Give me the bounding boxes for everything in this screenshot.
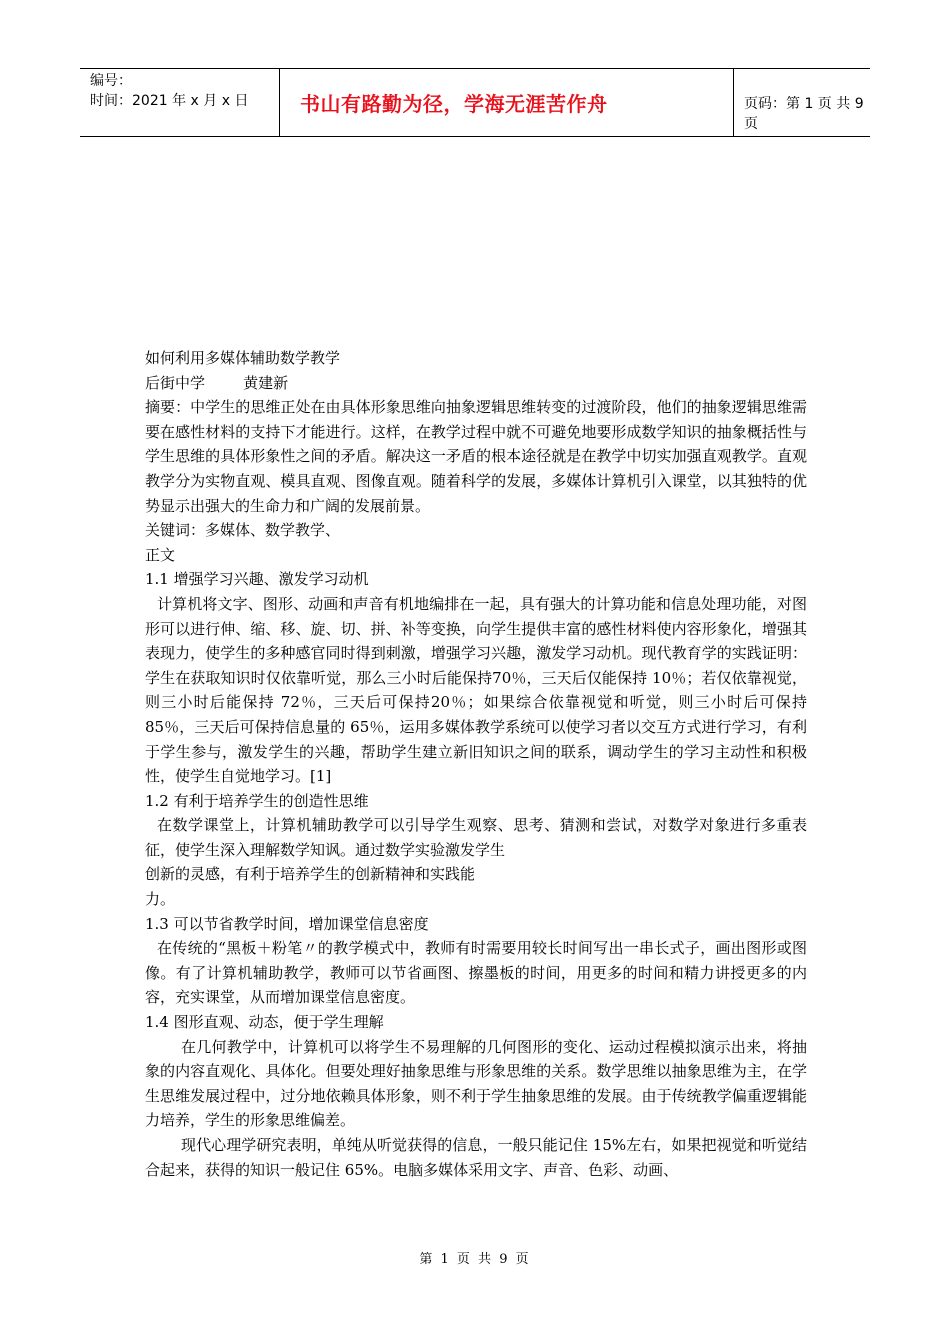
section-paragraph: 现代心理学研究表明，单纯从听觉获得的信息，一般只能记住 15%左右，如果把视觉和听觉结合起来，获得的知识一般记住 65%。电脑多媒体采用文字、声音、色彩、动画、 xyxy=(145,1136,807,1179)
section-heading: 1.1 增强学习兴趣、激发学习动机 xyxy=(145,570,369,589)
document-number-label: 编号： xyxy=(90,73,132,89)
body-label: 正文 xyxy=(145,545,176,564)
section-paragraph: 计算机将文字、图形、动画和声音有机地编排在一起，具有强大的计算功能和信息处理功能，对图形可以进行伸、缩、移、旋、切、拼、补等变换，向学生提供丰富的感性材料使内容形象化，增强其表现力，使学生的多种感官同时得到刺激，增强学习兴趣，激发学习动机。现代教育学的实践证明：学生在获取知识时仅依靠听觉，那么三小时后能保持70％，三天后仅能保持 10％；若仅依靠视觉，则三小时后能保持 72％，三天后可保持20％；如果综合依靠视觉和听觉，则三小时后可保持 85％，三天后可保持信息量的 65％，运用多媒体教学系统可以使学习者以交互方式进行学习，有利于学生参与，激发学生的兴趣，帮助学生建立新旧知识之间的联系，调动学生的学习主动性和积极性，使学生自觉地学习。[1] xyxy=(145,594,807,786)
abstract-paragraph: 摘要：中学生的思维正处在由具体形象思维向抽象逻辑思维转变的过渡阶段，他们的抽象逻辑思维需要在感性材料的支持下才能进行。这样，在教学过程中就不可避免地要形成数学知识的抽象概括性与学生思维的具体形象性之间的矛盾。解决这一矛盾的根本途径就是在教学中切实加强直观教学。直观教学分为实物直观、模具直观、图像直观。随着科学的发展，多媒体计算机引入课堂，以其独特的优势显示出强大的生命力和广阔的发展前景。 xyxy=(145,398,807,515)
document-title: 如何利用多媒体辅助数学教学 xyxy=(145,349,341,367)
date-label: 时间：2021 年 x 月 x 日 xyxy=(90,93,249,109)
author-line: 后街中学 黄建新 xyxy=(145,373,289,392)
section-heading: 1.2 有利于培养学生的创造性思维 xyxy=(145,791,369,810)
section-paragraph: 在几何教学中，计算机可以将学生不易理解的几何图形的变化、运动过程模拟演示出来，将抽象的内容直观化、具体化。但要处理好抽象思维与形象思维的关系。数学思维以抽象思维为主，在学生思维发展过程中，过分地依赖具体形象，则不利于学生抽象思维的发展。由于传统教学偏重逻辑能力培养，学生的形象思维偏差。 xyxy=(145,1037,807,1130)
header-motto-cell xyxy=(280,69,734,136)
page-number-label: 页码：第 1 页 共 9 页 xyxy=(744,96,864,132)
header-meta xyxy=(80,69,280,136)
section-paragraph: 在数学课堂上，计算机辅助教学可以引导学生观察、思考、猜测和尝试，对数学对象进行多重表征，使学生深入理解数学知讽。通过数学实验激发学生 xyxy=(145,816,807,859)
section-heading: 1.4 图形直观、动态，便于学生理解 xyxy=(145,1013,384,1032)
page-footer: 第 1 页 共 9 页 xyxy=(419,1252,531,1267)
section-heading: 1.3 可以节省教学时间，增加课堂信息密度 xyxy=(145,914,429,933)
page-header xyxy=(80,68,870,137)
document-body xyxy=(145,346,807,1182)
section-paragraph: 在传统的“黑板＋粉笔〃的教学模式中，教师有时需要用较长时间写出一串长式子，画出图形或图像。有了计算机辅助教学，教师可以节省画图、擦墨板的时间，用更多的时间和精力讲授更多的内容，充实课堂，从而增加课堂信息密度。 xyxy=(145,939,807,1007)
keywords-line: 关键词：多媒体、数学教学、 xyxy=(145,521,341,540)
header-page-cell xyxy=(734,69,870,136)
motto-text: 书山有路勤为径，学海无涯苦作舟 xyxy=(300,92,608,116)
section-paragraph-continued: 力。 xyxy=(145,890,176,909)
section-paragraph-continued: 创新的灵感，有利于培养学生的创新精神和实践能 xyxy=(145,865,476,884)
